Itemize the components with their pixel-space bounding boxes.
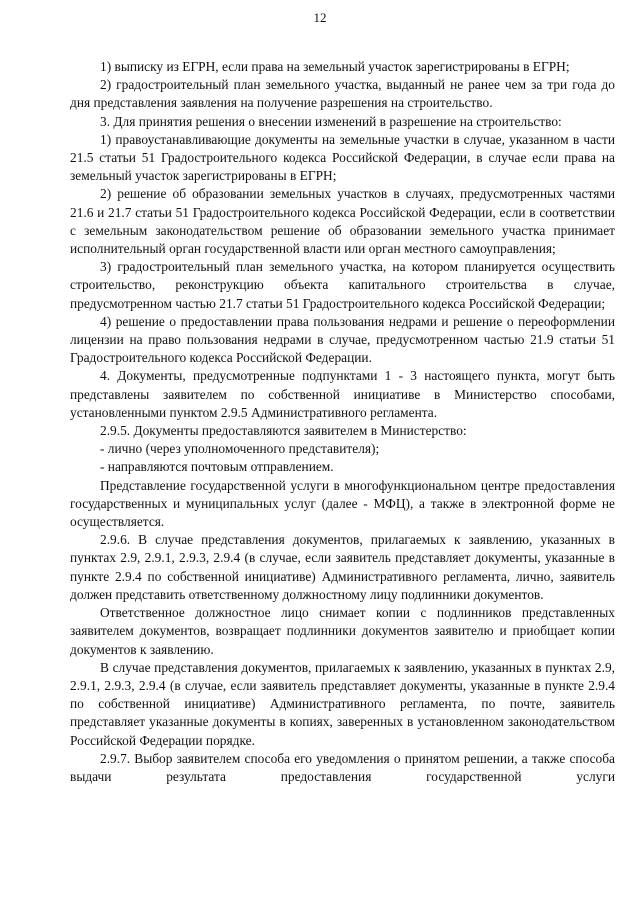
paragraph-7: 4) решение о предоставлении права пользования недрами и решение о переоформлении лицензии на право пользования недрами в случае, предусмотренном частью 21.9 статьи 51 Градостроительного кодекса Российской Федерации. xyxy=(70,313,615,366)
paragraph-5: 2) решение об образовании земельных участков в случаях, предусмотренных частями 21.6 и 21.7 статьи 51 Градостроительного кодекса Российской Федерации, если в соответствии с земельным законодательством решение об образовании земельного участка принимает исполнительный орган государственной власти или орган местного самоуправления; xyxy=(70,186,615,257)
paragraph-6: 3) градостроительный план земельного участка, на котором планируется осуществить строительство, реконструкцию объекта капитального строительства в случае, предусмотренном частью 21.7 статьи 51 Градостроительного кодекса Российской Федерации; xyxy=(70,259,615,311)
paragraph-14: Ответственное должностное лицо снимает копии с подлинников представленных заявителем документов, возвращает подлинники документов заявителю и приобщает копии документов к заявлению. xyxy=(70,605,615,657)
paragraph-15: В случае представления документов, прилагаемых к заявлению, указанных в пунктах 2.9, 2.9.1, 2.9.3, 2.9.4 (в случае, если заявитель представляет документы, указанные в пункте 2.9.4 по собственной инициативе) Административного регламента, по почте, заявитель представляет указанные документы в копиях, заверенных в установленном законодательством Российской Федерации порядке. xyxy=(70,659,615,748)
paragraph-11: - направляются почтовым отправлением. xyxy=(100,459,334,475)
page-number: 12 xyxy=(313,10,327,25)
paragraph-1: 1) выписку из ЕГРН, если права на земельный участок зарегистрированы в ЕГРН; xyxy=(100,59,570,74)
paragraph-3: 3. Для принятия решения о внесении изменений в разрешение на строительство: xyxy=(100,113,562,129)
paragraph-10: - лично (через уполномоченного представителя); xyxy=(100,441,380,457)
paragraph-9: 2.9.5. Документы предоставляются заявителем в Министерство: xyxy=(100,423,467,439)
paragraph-2: 2) градостроительный план земельного участка, выданный не ранее чем за три года до дня представления заявления на получение разрешения на строительство. xyxy=(70,77,615,111)
paragraph-4: 1) правоустанавливающие документы на земельные участки в случае, указанном в части 21.5 статьи 51 Градостроительного кодекса Российской Федерации, в случае если права на земельный участок зарегистрированы в ЕГРН; xyxy=(70,131,615,184)
paragraph-12: Представление государственной услуги в многофункциональном центре предоставления государственных и муниципальных услуг (далее - МФЦ), а также в электронной форме не осуществляется. xyxy=(70,477,615,530)
body-text xyxy=(70,58,615,786)
paragraph-16: 2.9.7. Выбор заявителем способа его уведомления о принятом решении, а также способа выдачи результата предоставления государственной услуги xyxy=(70,750,615,784)
paragraph-8: 4. Документы, предусмотренные подпунктами 1 - 3 настоящего пункта, могут быть представлены заявителем по собственной инициативе в Министерство способами, установленными пунктом 2.9.5 Административного регламента. xyxy=(70,368,615,420)
paragraph-13: 2.9.6. В случае представления документов, прилагаемых к заявлению, указанных в пунктах 2.9, 2.9.1, 2.9.3, 2.9.4 (в случае, если заявитель представляет документы, указанные в пункте 2.9.4 по собственной инициативе) Административного регламента, лично, заявитель должен представить ответственному должностному лицу подлинники документов. xyxy=(70,532,615,602)
